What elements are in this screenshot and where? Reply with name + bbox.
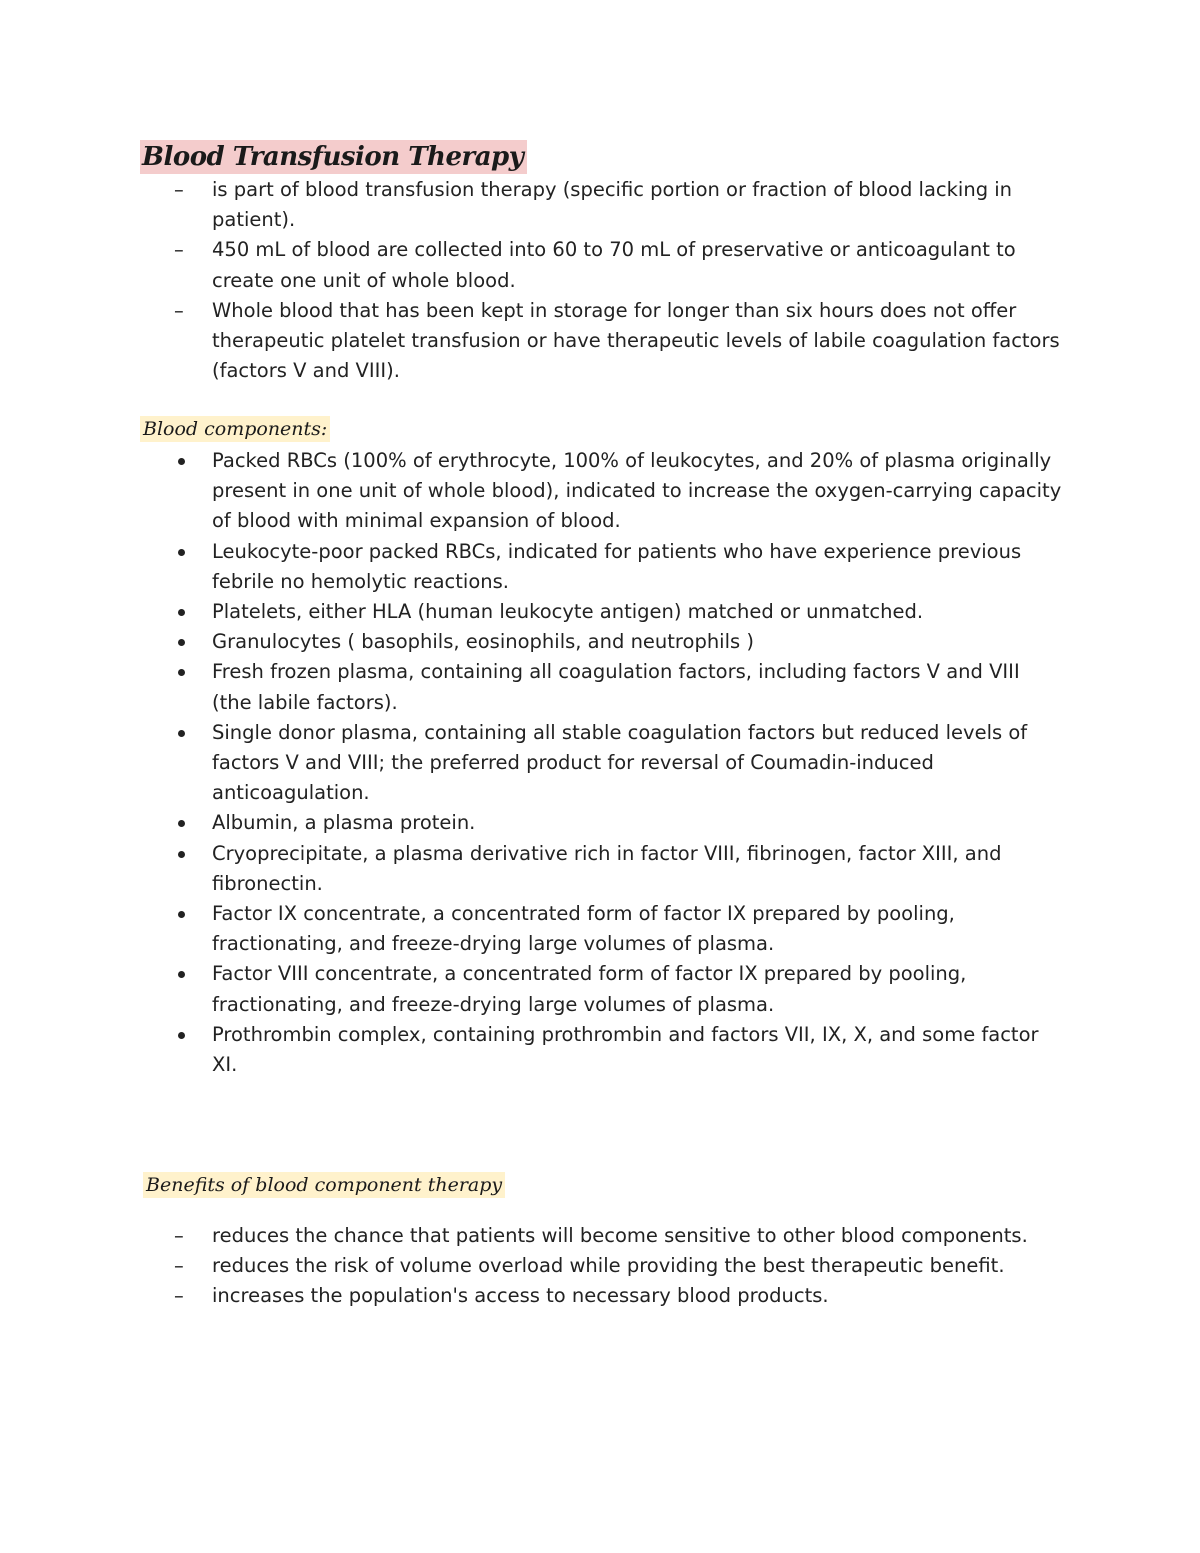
- list-item: [0, 1251, 1062, 1281]
- list-item: [0, 235, 1062, 295]
- dash-icon: [174, 1251, 194, 1281]
- bullet-icon: [178, 669, 185, 676]
- components-heading-text: Blood components:: [140, 416, 330, 442]
- dash-icon: [174, 175, 194, 205]
- list-item: [0, 175, 1062, 235]
- list-item: [0, 1281, 1062, 1311]
- bullet-icon: [178, 1032, 185, 1039]
- list-item: [0, 446, 1062, 537]
- bullet-icon: [178, 549, 185, 556]
- benefits-heading-text: Benefits of blood component therapy: [143, 1172, 505, 1198]
- list-item: [0, 537, 1062, 597]
- benefits-heading: [143, 1172, 505, 1198]
- bullet-icon: [178, 971, 185, 978]
- title-block: [140, 140, 527, 174]
- list-item-text: Prothrombin complex, containing prothrombin and factors VII, IX, X, and some factor XI.: [212, 1022, 1039, 1077]
- list-item-text: Packed RBCs (100% of erythrocyte, 100% of leukocytes, and 20% of plasma originally present in one unit of whole blood), indicated to increase the oxygen-carrying capacity of blood with minimal expansion of blood.: [212, 449, 1062, 533]
- bullet-icon: [178, 851, 185, 858]
- intro-list: [0, 175, 1062, 386]
- list-item: [0, 1020, 1062, 1080]
- components-list: [0, 446, 1062, 1080]
- list-item-text: Albumin, a plasma protein.: [212, 811, 476, 835]
- list-item: [0, 718, 1062, 809]
- components-heading: [140, 416, 330, 442]
- list-item-text: Leukocyte-poor packed RBCs, indicated for patients who have experience previous febrile no hemolytic reactions.: [212, 539, 1022, 593]
- bullet-icon: [178, 820, 185, 827]
- list-item-text: 450 mL of blood are collected into 60 to 70 mL of preservative or anticoagulant to create one unit of whole blood.: [212, 238, 1016, 292]
- list-item-text: is part of blood transfusion therapy (specific portion or fraction of blood lacking in patient).: [212, 178, 1013, 232]
- dash-icon: [174, 1221, 194, 1251]
- list-item: [0, 657, 1062, 717]
- list-item-text: Factor VIII concentrate, a concentrated form of factor IX prepared by pooling, fractionating, and freeze-drying large volumes of plasma.: [212, 962, 967, 1016]
- bullet-icon: [178, 730, 185, 737]
- list-item-text: increases the population's access to necessary blood products.: [212, 1284, 829, 1308]
- bullet-icon: [178, 911, 185, 918]
- list-item: [0, 627, 1062, 657]
- list-item-text: Granulocytes ( basophils, eosinophils, and neutrophils ): [212, 630, 754, 654]
- list-item-text: Single donor plasma, containing all stable coagulation factors but reduced levels of factors V and VIII; the preferred product for reversal of Coumadin-induced anticoagulation.: [212, 720, 1028, 805]
- list-item-text: Whole blood that has been kept in storage for longer than six hours does not offer therapeutic platelet transfusion or have therapeutic levels of labile coagulation factors (factors V and VIII).: [212, 298, 1060, 383]
- list-item-text: reduces the chance that patients will become sensitive to other blood components.: [212, 1224, 1028, 1247]
- list-item-text: Platelets, either HLA (human leukocyte antigen) matched or unmatched.: [212, 600, 924, 624]
- bullet-icon: [178, 639, 185, 646]
- list-item: [0, 597, 1062, 627]
- bullet-icon: [178, 458, 185, 465]
- list-item: [0, 808, 1062, 838]
- list-item-text: reduces the risk of volume overload while providing the best therapeutic benefit.: [212, 1254, 1005, 1278]
- benefits-list: [0, 1221, 1062, 1312]
- list-item-text: Factor IX concentrate, a concentrated form of factor IX prepared by pooling, fractionating, and freeze-drying large volumes of plasma.: [212, 902, 955, 956]
- list-item: [0, 839, 1062, 899]
- dash-icon: [174, 1281, 194, 1311]
- dash-icon: [174, 296, 194, 326]
- list-item: [0, 1221, 1062, 1251]
- list-item-text: Fresh frozen plasma, containing all coagulation factors, including factors V and VIII (the labile factors).: [212, 660, 1020, 714]
- list-item: [0, 296, 1062, 387]
- page-title: Blood Transfusion Therapy: [140, 140, 527, 174]
- list-item: [0, 899, 1062, 959]
- dash-icon: [174, 235, 194, 265]
- list-item: [0, 959, 1062, 1019]
- bullet-icon: [178, 609, 185, 616]
- list-item-text: Cryoprecipitate, a plasma derivative rich in factor VIII, fibrinogen, factor XIII, and fibronectin.: [212, 841, 1002, 895]
